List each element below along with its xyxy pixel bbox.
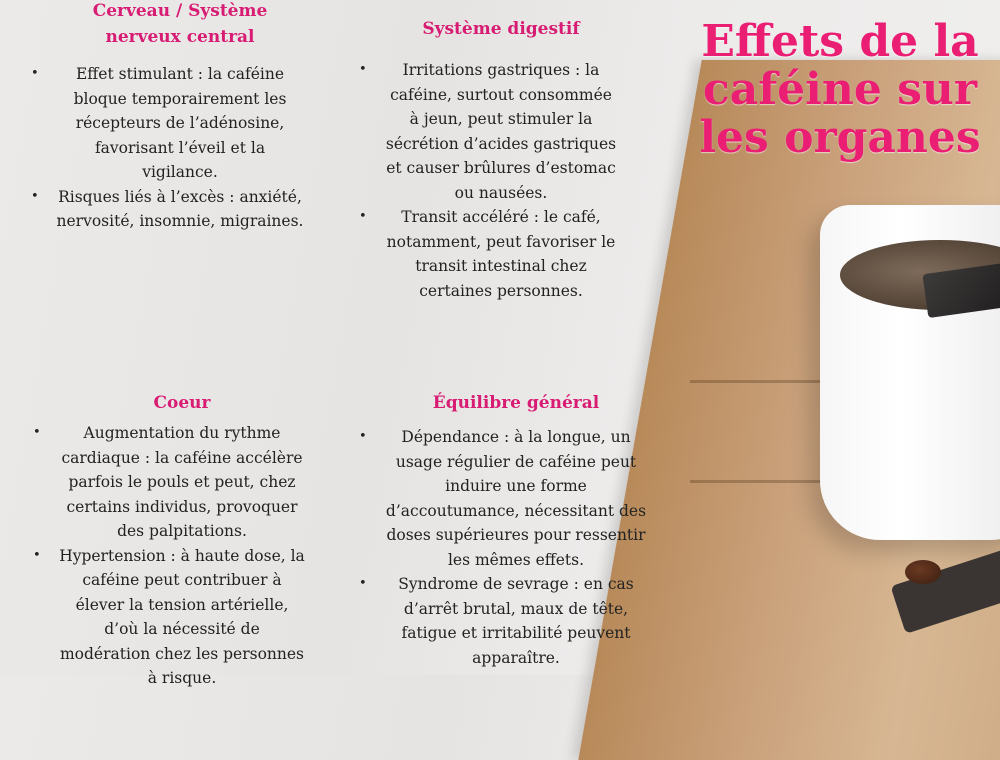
list-item: • Transit accéléré : le café, notamment, peut favoriser le transit intestinal chez certaines personnes. <box>383 205 619 303</box>
list-item: • Irritations gastriques : la caféine, surtout consommée à jeun, peut stimuler la sécrétion d’acides gastriques et causer brûlures d’estomac ou nausées. <box>383 58 619 205</box>
list-item: • Effet stimulant : la caféine bloque temporairement les récepteurs de l’adénosine, favorisant l’éveil et la vigilance. <box>55 62 305 185</box>
bullet-icon: • <box>31 188 39 204</box>
section-heart <box>33 390 307 691</box>
bullet-icon: • <box>359 209 367 224</box>
coffee-bean <box>905 560 941 584</box>
section-heading: Coeur <box>153 393 211 413</box>
bullet-icon: • <box>359 576 367 591</box>
section-digestive <box>359 16 619 303</box>
list-item: • Risques liés à l’excès : anxiété, nervosité, insomnie, migraines. <box>55 185 305 234</box>
bullet-icon: • <box>359 62 367 77</box>
section-heading: Système digestif <box>422 19 580 39</box>
list-item: • Syndrome de sevrage : en cas d’arrêt brutal, maux de tête, fatigue et irritabilité peuvent apparaître. <box>383 572 649 670</box>
section-heading: Cerveau / Système nerveux central <box>92 1 268 47</box>
section-heading: Équilibre général <box>432 393 600 413</box>
list-item: • Dépendance : à la longue, un usage régulier de caféine peut induire une forme d’accoutumance, nécessitant des doses supérieures pour ressentir les mêmes effets. <box>383 425 649 572</box>
bullet-icon: • <box>33 425 41 440</box>
section-brain <box>31 0 305 234</box>
list-item: • Augmentation du rythme cardiaque : la caféine accélère parfois le pouls et peut, chez certains individus, provoquer des palpitations. <box>57 421 307 544</box>
bullet-icon: • <box>31 66 39 81</box>
bullet-icon: • <box>359 429 367 444</box>
bullet-icon: • <box>33 547 41 563</box>
list-item: • Hypertension : à haute dose, la caféine peut contribuer à élever la tension artérielle, d’où la nécessité de modération chez les personnes à risque. <box>57 544 307 691</box>
section-general-balance <box>359 390 649 670</box>
page-title: Effets de la caféine sur les organes <box>699 16 981 163</box>
